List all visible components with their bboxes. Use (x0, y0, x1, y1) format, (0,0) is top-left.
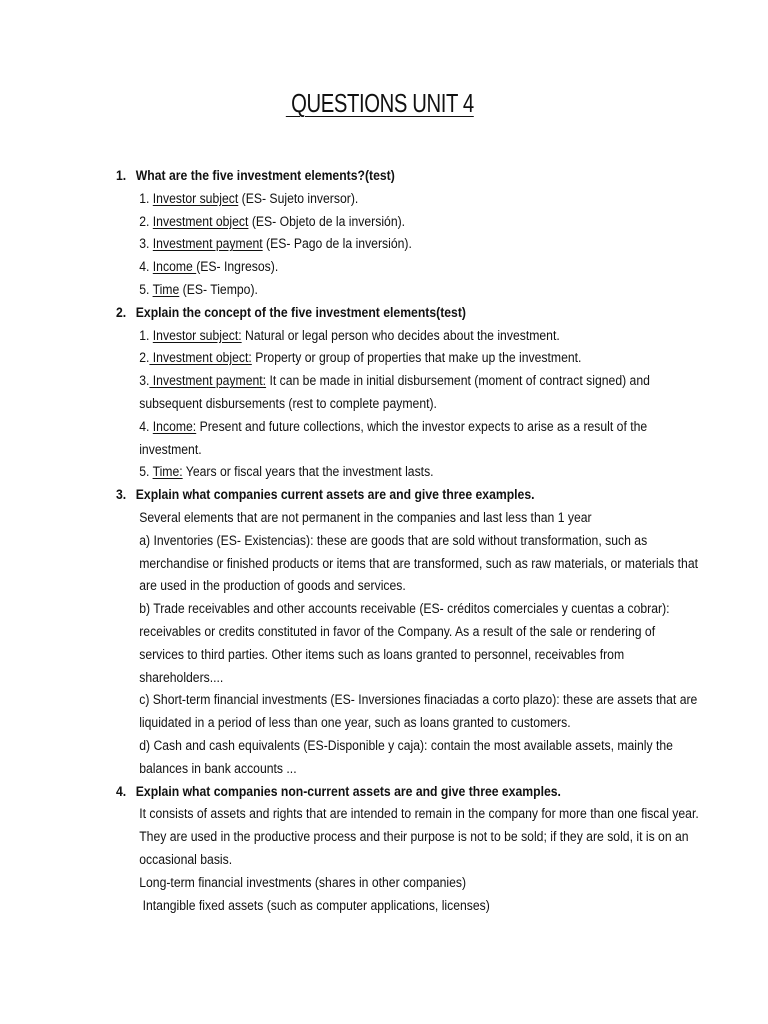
list-item (116, 233, 649, 256)
list-item (116, 211, 649, 234)
item-term: Investment payment (152, 236, 263, 253)
item-term: Investor subject: (152, 327, 242, 344)
item-number: 4. (139, 259, 153, 276)
item-continuation: subsequent disbursements (rest to complete payment). (139, 395, 437, 412)
item-term: Investment object (152, 213, 249, 230)
list-item (116, 347, 649, 370)
item-text: (ES- Ingresos). (196, 259, 279, 276)
paragraph-line: shareholders.... (139, 669, 224, 686)
item-term: Time (152, 281, 180, 298)
item-number: 1. (139, 190, 153, 207)
document-body (116, 165, 736, 917)
question-text: What are the five investment elements?(test) (135, 168, 395, 184)
paragraph-line: a) Inventories (ES- Existencias): these are goods that are sold without transformation, such as (139, 532, 648, 549)
question-number: 4. (116, 783, 127, 800)
item-number: 3. (139, 373, 150, 390)
list-item (116, 370, 649, 393)
paragraph-line: Long-term financial investments (shares in other companies) (139, 874, 467, 891)
list-item (116, 188, 649, 211)
item-text: Years or fiscal years that the investment lasts. (182, 464, 434, 481)
page-title: QUESTIONS UNIT 4 (285, 88, 474, 118)
item-number: 4. (139, 418, 153, 435)
question-text: Explain the concept of the five investment elements(test) (135, 304, 466, 321)
question-number: 1. (116, 168, 127, 184)
question-number: 3. (116, 487, 127, 504)
paragraph-line: Intangible fixed assets (such as computer applications, licenses) (139, 897, 490, 914)
item-number: 3. (139, 236, 153, 253)
question-text: Explain what companies current assets are and give three examples. (135, 487, 535, 504)
item-continuation: investment. (139, 441, 202, 458)
paragraph-line: liquidated in a period of less than one year, such as loans granted to customers. (139, 715, 571, 732)
paragraph-line: b) Trade receivables and other accounts receivable (ES- créditos comerciales y cuentas a cobrar): (139, 601, 670, 618)
item-text: (ES- Sujeto inversor). (238, 190, 359, 207)
item-text: It can be made in initial disbursement (moment of contract signed) and (266, 373, 650, 390)
paragraph-line: merchandise or finished products or items that are transformed, such as raw materials, or materials that (139, 555, 699, 572)
paragraph-line: services to third parties. Other items such as loans granted to personnel, receivables from (139, 646, 625, 663)
item-text: (ES- Pago de la inversión). (262, 236, 412, 253)
paragraph-line: occasional basis. (139, 851, 233, 868)
item-term: Investment payment: (149, 373, 267, 390)
item-number: 2. (139, 350, 150, 367)
question-3 (116, 484, 649, 507)
question-number: 2. (116, 304, 127, 321)
item-text: Present and future collections, which the investor expects to arise as a result of the (196, 418, 648, 435)
list-item (116, 416, 649, 439)
question-2 (116, 302, 649, 325)
item-text: (ES- Tiempo). (179, 281, 258, 298)
paragraph-line: It consists of assets and rights that are intended to remain in the company for more than one fiscal year. (139, 806, 699, 823)
question-4 (116, 781, 649, 804)
item-term: Time: (152, 464, 183, 481)
list-item (116, 256, 649, 279)
item-term: Investor subject (152, 190, 239, 207)
paragraph-line: balances in bank accounts ... (139, 760, 297, 777)
paragraph-line: receivables or credits constituted in favor of the Company. As a result of the sale or rendering of (139, 623, 656, 640)
item-number: 5. (139, 464, 153, 481)
item-text: (ES- Objeto de la inversión). (248, 213, 406, 230)
paragraph-line: d) Cash and cash equivalents (ES-Disponible y caja): contain the most available assets, mainly the (139, 737, 673, 754)
question-text: Explain what companies non-current assets are and give three examples. (135, 783, 561, 800)
item-term: Income: (152, 418, 197, 435)
list-item (116, 461, 649, 484)
paragraph-line: Several elements that are not permanent in the companies and last less than 1 year (139, 509, 592, 526)
item-term: Income (152, 259, 197, 276)
item-number: 5. (139, 281, 153, 298)
item-text: Natural or legal person who decides about the investment. (241, 327, 560, 344)
list-item (116, 325, 649, 348)
list-item (116, 279, 649, 302)
paragraph-line: are used in the production of goods and services. (139, 578, 406, 595)
paragraph-line: c) Short-term financial investments (ES- Inversiones finaciadas a corto plazo): these are assets that are (139, 692, 698, 709)
item-text: Property or group of properties that make up the investment. (251, 350, 582, 367)
question-1 (116, 165, 649, 188)
item-number: 2. (139, 213, 153, 230)
item-term: Investment object: (149, 350, 252, 367)
paragraph-line: They are used in the productive process and their purpose is not to be sold; if they are sold, it is on an (139, 829, 689, 846)
item-number: 1. (139, 327, 153, 344)
